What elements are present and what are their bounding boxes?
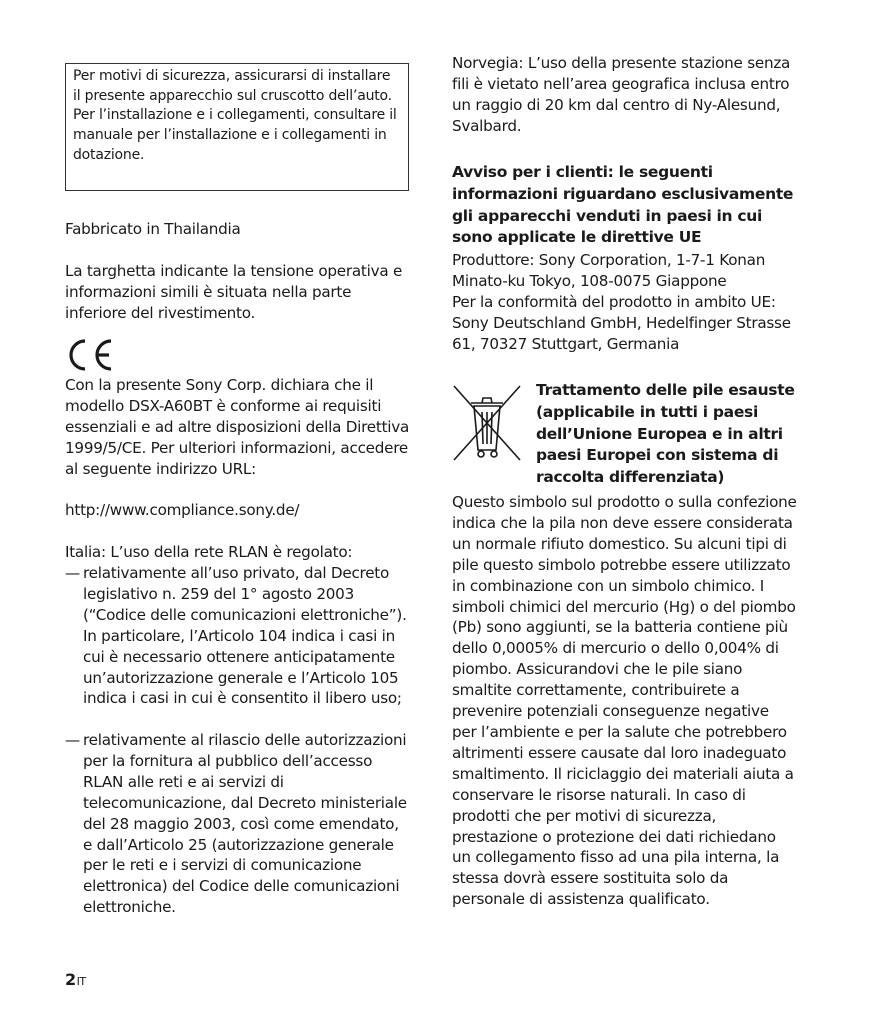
safety-notice-installation: Per l’installazione e i collegamenti, consultare il manuale per l’installazione e i collegamenti in dotazione.	[73, 107, 397, 163]
crossed-out-bin-icon	[452, 384, 522, 468]
safety-notice-dashboard: Per motivi di sicurezza, assicurarsi di installare il presente apparecchio sul cruscotto dell’auto.	[73, 68, 392, 104]
italy-bullet-text: relativamente all’uso privato, dal Decreto legislativo n. 259 del 1° agosto 2003 (“Codice delle comunicazioni elettroniche”). In particolare, l’Articolo 104 indica i casi in cui è necessario ottenere anticipatamente un’autorizzazione generale e l’Articolo 105 indica i casi in cui è consentito il libero uso;	[83, 564, 407, 708]
bullet-dash: —	[65, 564, 80, 582]
eu-notice-body: Produttore: Sony Corporation, 1-7-1 Konan Minato-ku Tokyo, 108-0075 Giappone Per la conformità del prodotto in ambito UE: Sony Deutschland GmbH, Hedelfinger Strasse 61, 70327 Stuttgart, Germania	[452, 251, 791, 353]
ce-mark-icon	[65, 338, 117, 376]
eu-notice-heading: Avviso per i clienti: le seguenti informazioni riguardano esclusivamente gli apparecchi venduti in paesi in cui sono applicate le direttive UE	[452, 163, 794, 247]
page-number-value: 2	[65, 970, 76, 989]
compliance-url: http://www.compliance.sony.de/	[65, 501, 300, 519]
battery-body: Questo simbolo sul prodotto o sulla confezione indica che la pila non deve essere considerata un normale rifiuto domestico. Su alcuni tipi di pile questo simbolo potrebbe essere utilizzato in combinazione con un simbolo chimico. I simboli chimici del mercurio (Hg) o del piombo (Pb) sono aggiunti, se la batteria contiene più dello 0,0005% di mercurio o dello 0,004% di piombo. Assicurandovi che le pile siano smaltite correttamente, contribuirete a prevenire potenziali conseguenze negative per l’ambiente e per la salute che potrebbero altrimenti essere causate dal loro inadeguato smaltimento. Il riciclaggio dei materiali aiuta a conservare le risorse naturali. In caso di prodotti che per motivi di sicurezza, prestazione o protezione dei dati richiedano un collegamento fisso ad una pila interna, la stessa dovrà essere sostituita solo da personale di assistenza qualificato.	[452, 493, 797, 909]
battery-heading: Trattamento delle pile esauste (applicabile in tutti i paesi dell’Unione Europea e in altri paesi Europei con sistema di raccolta differenziata)	[536, 381, 795, 487]
rating-label-text: La targhetta indicante la tensione operativa e informazioni simili è situata nella parte inferiore del rivestimento.	[65, 262, 403, 322]
bullet-dash: —	[65, 731, 80, 749]
declaration-text: Con la presente Sony Corp. dichiara che il modello DSX-A60BT è conforme ai requisiti essenziali e ad altre disposizioni della Direttiva 1999/5/CE. Per ulteriori informazioni, accedere al seguente indirizzo URL:	[65, 376, 410, 478]
page-number	[65, 970, 86, 989]
norway-notice: Norvegia: L’uso della presente stazione senza fili è vietato nell’area geografica inclusa entro un raggio di 20 km dal centro di Ny-Alesund, Svalbard.	[452, 54, 791, 135]
italy-bullet-text: relativamente al rilascio delle autorizzazioni per la fornitura al pubblico dell’accesso RLAN alle reti e ai servizi di telecomunicazione, dal Decreto ministeriale del 28 maggio 2003, così come emendato, e dall’Articolo 25 (autorizzazione generale per le reti e i servizi di comunicazione elettronica) del Codice delle comunicazioni elettroniche.	[83, 731, 407, 917]
made-in-text: Fabbricato in Thailandia	[65, 220, 241, 238]
italy-bullet-2	[65, 730, 410, 918]
safety-notice-box	[65, 63, 409, 191]
italy-intro: Italia: L’uso della rete RLAN è regolato:	[65, 543, 353, 561]
italy-bullet-1	[65, 563, 410, 709]
page-language: IT	[76, 975, 86, 988]
